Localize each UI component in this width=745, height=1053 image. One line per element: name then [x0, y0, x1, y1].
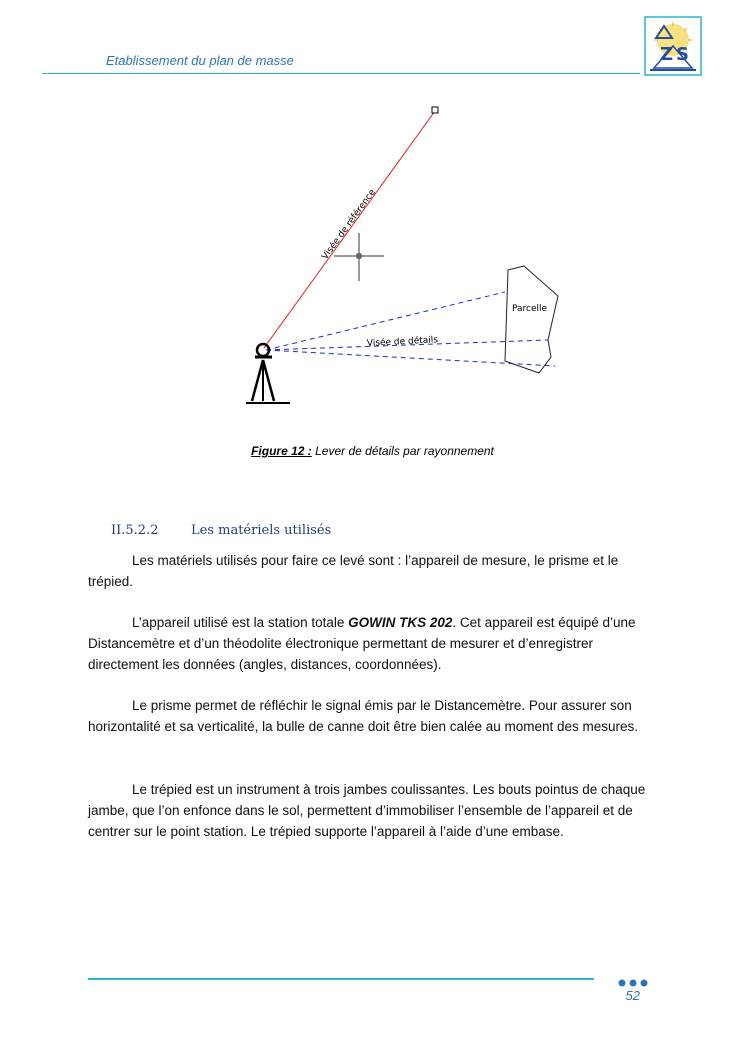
svg-text:S: S [676, 44, 689, 65]
instrument-model: GOWIN TKS 202 [348, 615, 453, 630]
header-divider [42, 73, 640, 74]
page-number: 52 [625, 988, 640, 1003]
section-number: II.5.2.2 [111, 523, 159, 538]
paragraph-text: Les matériels utilisés pour faire ce levé sont : l’appareil de mesure, le prisme et le trépied. [88, 553, 619, 589]
paragraph-text-after: . Cet appareil est équipé d’une Distancemètre et d’un théodolite électronique permettant de mesurer et d’enregistrer directement les données (angles, distances, coordonnées). [88, 615, 636, 672]
figure-caption [0, 444, 745, 458]
paragraph-text-before: L’appareil utilisé est la station totale [132, 615, 349, 630]
section-title: Les matériels utilisés [191, 523, 332, 538]
detail-sights-label: Visée de détails [366, 335, 439, 349]
header-title: Etablissement du plan de masse [106, 53, 294, 68]
paragraph-equipment-list [88, 550, 648, 592]
paragraph-total-station [88, 612, 648, 675]
footer-dots-icon [617, 978, 651, 988]
paragraph-tripod [88, 779, 648, 842]
footer-divider [88, 978, 594, 980]
svg-text:Z: Z [660, 44, 674, 65]
institution-logo [644, 16, 702, 76]
survey-figure [230, 96, 570, 416]
figure-caption-label: Figure 12 : [251, 444, 312, 458]
paragraph-text: Le prisme permet de réfléchir le signal émis par le Distancemètre. Pour assurer son horizontalité et sa verticalité, la bulle de canne doit être bien calée au moment des mesures. [88, 698, 639, 734]
total-station-tripod-icon [246, 344, 290, 403]
paragraph-prism [88, 695, 648, 737]
figure-caption-text: Lever de détails par rayonnement [311, 444, 494, 458]
plot-polygon [505, 266, 558, 373]
reference-target-marker [432, 107, 438, 113]
plot-label: Parcelle [512, 304, 548, 314]
section-heading [111, 523, 331, 538]
paragraph-text: Le trépied est un instrument à trois jambes coulissantes. Les bouts pointus de chaque jambe, que l’on enfonce dans le sol, permettent d’immobiliser l’ensemble de l’appareil et de centrer sur le point station. Le trépied supporte l’appareil à l’aide d’une embase. [88, 782, 646, 839]
reference-sight-label: Visée de référence [320, 187, 378, 262]
